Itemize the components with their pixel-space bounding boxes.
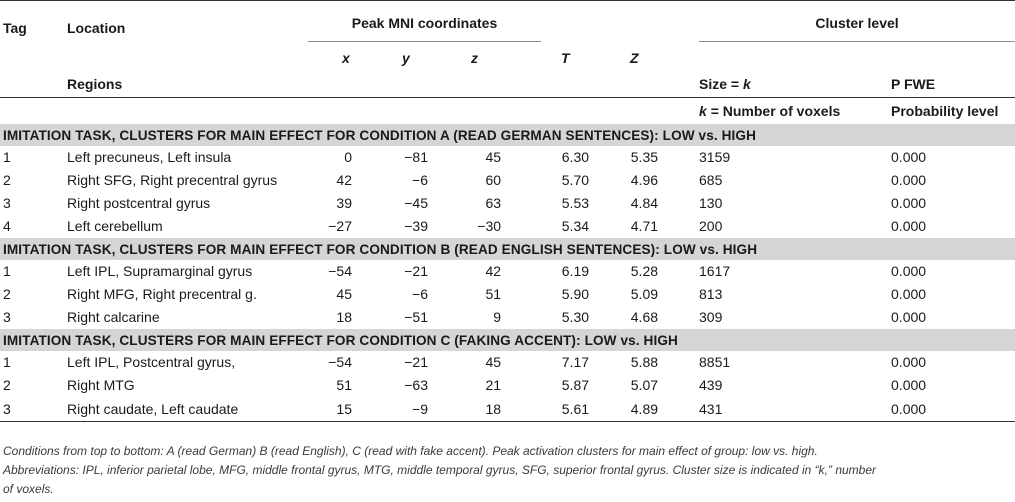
cell-tag: 3	[0, 397, 64, 422]
cell-size-k: 685	[699, 172, 723, 188]
size-k-var: k	[742, 75, 751, 92]
header-y: y	[402, 49, 410, 66]
cell-y: −51	[404, 309, 428, 325]
cell-z: 21	[485, 377, 502, 393]
cell-x: 45	[336, 286, 352, 302]
cell-p-fwe: 0.000	[891, 149, 927, 165]
cell-tag: 3	[3, 195, 11, 211]
cell-z-stat: 5.35	[630, 149, 659, 165]
table-footnote	[3, 442, 1013, 499]
cell-region: Right SFG, Right precentral gyrus	[67, 172, 278, 188]
peak-mni-label: Peak MNI coordinates	[351, 14, 498, 31]
section-header-row	[0, 238, 1015, 260]
table-header	[0, 1, 1015, 125]
cell-p-fwe: 0.000	[891, 263, 927, 279]
cell-x: −54	[328, 354, 352, 370]
header-cluster-level	[699, 1, 1015, 46]
table-row	[0, 146, 1015, 169]
section-title: IMITATION TASK, CLUSTERS FOR MAIN EFFECT FOR CONDITION C (FAKING ACCENT): LOW vs. HIGH	[0, 329, 1015, 351]
cell-x: −54	[328, 263, 352, 279]
cell-z: 45	[485, 149, 502, 165]
size-label: Size =	[699, 75, 743, 92]
header-regions: Regions	[67, 75, 123, 92]
cell-p-fwe: 0.000	[891, 309, 927, 325]
section-header-row	[0, 124, 1015, 146]
header-location: Location	[64, 1, 308, 46]
cell-z: 60	[485, 172, 502, 188]
cell-z-stat: 4.96	[630, 172, 659, 188]
cell-x: 51	[336, 377, 352, 393]
cell-z: −30	[477, 218, 502, 234]
cell-region: Left IPL, Supramarginal gyrus	[67, 263, 253, 279]
cell-size-k: 439	[699, 377, 723, 393]
cell-tag: 1	[3, 149, 11, 165]
header-z: z	[471, 49, 478, 66]
cell-size-k: 431	[699, 397, 891, 422]
k-desc: = Number of voxels	[706, 102, 841, 119]
cell-t: 5.53	[561, 195, 590, 211]
table-row	[0, 306, 1015, 329]
cell-tag: 3	[3, 309, 11, 325]
cell-z: 51	[485, 286, 502, 302]
cell-x: 15	[308, 397, 384, 422]
cell-size-k: 813	[699, 286, 723, 302]
cell-p-fwe: 0.000	[891, 354, 927, 370]
header-size-k	[699, 71, 891, 98]
table-row	[0, 215, 1015, 238]
section-title: IMITATION TASK, CLUSTERS FOR MAIN EFFECT FOR CONDITION A (READ GERMAN SENTENCES): LOW vs. HIGH	[0, 124, 1015, 146]
table-row	[0, 192, 1015, 215]
cell-t: 5.61	[545, 397, 614, 422]
cell-y: −39	[404, 218, 428, 234]
cell-region: Right postcentral gyrus	[67, 195, 211, 211]
header-z-stat: Z	[630, 49, 639, 66]
cell-z-stat: 5.88	[630, 354, 659, 370]
cell-z-stat: 5.09	[630, 286, 659, 302]
cell-region: Left precuneus, Left insula	[67, 149, 232, 165]
section-title: IMITATION TASK, CLUSTERS FOR MAIN EFFECT FOR CONDITION B (READ ENGLISH SENTENCES): LOW vs. HIGH	[0, 238, 1015, 260]
cell-p-fwe: 0.000	[891, 218, 927, 234]
cell-x: 0	[344, 149, 352, 165]
cell-region: Right caudate, Left caudate	[64, 397, 308, 422]
cell-size-k: 1617	[699, 263, 731, 279]
cell-x: 18	[336, 309, 352, 325]
cell-z: 63	[485, 195, 502, 211]
table-body	[0, 124, 1015, 422]
k-var: k	[699, 102, 707, 119]
footnote-line-1: Conditions from top to bottom: A (read German) B (read English), C (read with fake accent). Peak activation clusters for main effect of group: low vs. high.	[3, 444, 818, 458]
cell-size-k: 130	[699, 195, 723, 211]
cell-y: −21	[404, 263, 428, 279]
header-tag: Tag	[0, 1, 64, 46]
cell-z-stat: 5.28	[630, 263, 659, 279]
footnote-line-3: of voxels.	[3, 482, 54, 496]
cell-t: 5.70	[561, 172, 590, 188]
cell-y: −9	[384, 397, 450, 422]
cell-p-fwe: 0.000	[891, 286, 927, 302]
cell-region: Left cerebellum	[67, 218, 163, 234]
cell-p-fwe: 0.000	[891, 195, 927, 211]
cell-tag: 1	[3, 354, 11, 370]
table-row	[0, 397, 1015, 422]
cell-y: −63	[404, 377, 428, 393]
cell-z-stat: 4.89	[614, 397, 699, 422]
header-peak-mni	[308, 1, 545, 46]
cell-tag: 1	[3, 263, 11, 279]
cell-z: 45	[485, 354, 502, 370]
cell-region: Right calcarine	[67, 309, 160, 325]
cell-z-stat: 4.68	[630, 309, 659, 325]
table-row	[0, 260, 1015, 283]
header-p-fwe: P FWE	[891, 75, 936, 92]
cell-tag: 2	[3, 377, 11, 393]
cell-size-k: 8851	[699, 354, 731, 370]
cell-region: Right MTG	[67, 377, 135, 393]
cell-z: 18	[450, 397, 545, 422]
table-row	[0, 351, 1015, 374]
cell-z: 42	[485, 263, 502, 279]
cell-tag: 2	[3, 286, 11, 302]
table-row	[0, 169, 1015, 192]
cell-size-k: 200	[699, 218, 723, 234]
table-row	[0, 374, 1015, 397]
cell-x: −27	[328, 218, 352, 234]
cell-x: 39	[336, 195, 352, 211]
header-x: x	[342, 49, 350, 66]
cell-z: 9	[493, 309, 502, 325]
header-probability-level: Probability level	[891, 98, 1015, 125]
cell-p-fwe: 0.000	[891, 377, 927, 393]
cell-y: −45	[404, 195, 428, 211]
cell-z-stat: 4.71	[630, 218, 659, 234]
header-t: T	[561, 49, 570, 66]
cell-z-stat: 4.84	[630, 195, 659, 211]
cell-p-fwe: 0.000	[891, 397, 1015, 422]
cell-z-stat: 5.07	[630, 377, 659, 393]
footnote-line-2: Abbreviations: IPL, inferior parietal lobe, MFG, middle frontal gyrus, MTG, middle temporal gyrus, SFG, superior frontal gyrus. Cluster size is indicated in “k,” number	[3, 463, 876, 477]
cell-y: −21	[404, 354, 428, 370]
cell-y: −6	[412, 286, 428, 302]
table-row	[0, 283, 1015, 306]
cell-x: 42	[336, 172, 352, 188]
cell-t: 6.19	[561, 263, 590, 279]
cell-tag: 2	[3, 172, 11, 188]
cell-y: −81	[404, 149, 428, 165]
cell-size-k: 309	[699, 309, 723, 325]
cell-t: 5.87	[561, 377, 590, 393]
cell-t: 7.17	[561, 354, 590, 370]
cell-t: 5.90	[561, 286, 590, 302]
cell-size-k: 3159	[699, 149, 731, 165]
header-k-desc	[699, 98, 891, 125]
cell-region: Right MFG, Right precentral g.	[67, 286, 257, 302]
cluster-level-label: Cluster level	[815, 14, 899, 31]
cell-p-fwe: 0.000	[891, 172, 927, 188]
cell-t: 5.34	[561, 218, 590, 234]
cell-t: 6.30	[561, 149, 590, 165]
cell-tag: 4	[3, 218, 11, 234]
section-header-row	[0, 329, 1015, 351]
cell-region: Left IPL, Postcentral gyrus,	[67, 354, 236, 370]
cell-t: 5.30	[561, 309, 590, 325]
cell-y: −6	[412, 172, 428, 188]
